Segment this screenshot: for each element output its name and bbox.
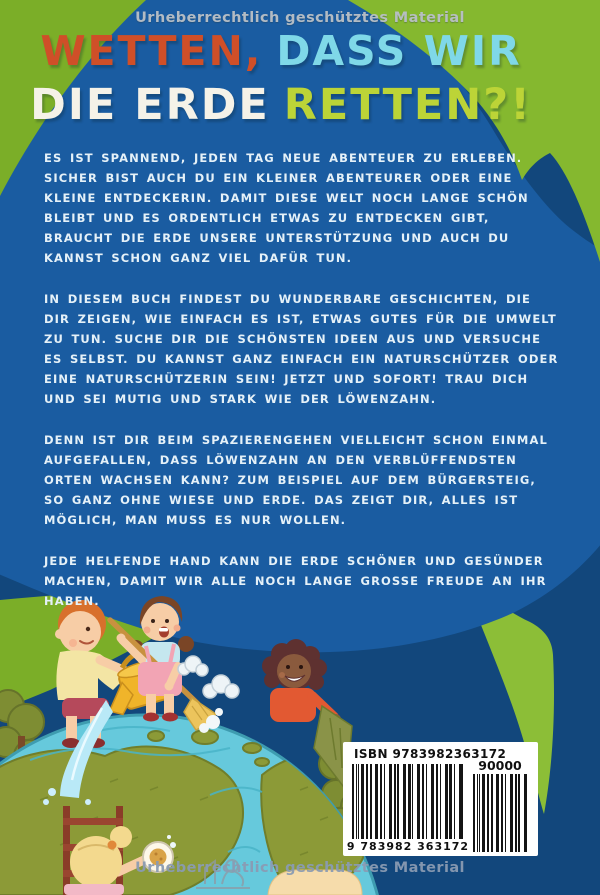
title-word-retten: RETTEN?! [283, 80, 532, 130]
title-line-1 [0, 27, 562, 75]
blurb-paragraph: JEDE HELFENDE HAND KANN DIE ERDE SCHÖNER UND GESÜNDER MACHEN, DAMIT WIR ALLE NOCH LANGE GROSSE FREUDE AN IHR HABEN. [44, 554, 547, 608]
price-code: 90000 [478, 758, 522, 773]
ean-barcode [352, 764, 464, 839]
isbn-label: ISBN 9783982363172 [354, 747, 507, 761]
blurb-paragraph: DENN IST DIR BEIM SPAZIERENGEHEN VIELLEICHT SCHON EINMAL AUFGEFALLEN, DASS LÖWENZAHN AN DEN VERBLÜFFENDSTEN ORTEN WACHSEN KANN? ZUM BEISPIEL AUF DEM BÜRGERSTEIG, SO GANZ OHNE WIESE UND ERDE. DAS ZEIGT DIR, ALLES IST MÖGLICH, MAN MUSS ES NUR WOLLEN. [44, 433, 548, 527]
ean-digits: 9 783982 363172 [346, 840, 470, 853]
price-barcode [473, 774, 528, 852]
blurb-paragraph: ES IST SPANNEND, JEDEN TAG NEUE ABENTEUER ZU ERLEBEN. SICHER BIST AUCH DU EIN KLEINER ABENTEURER ODER EINE KLEINE ENTDECKERIN. DAMIT DIESE WELT NOCH LANGE SCHÖN BLEIBT UND ES ORDENTLICH ETWAS ZU ENTDECKEN GIBT, BRAUCHT DIE ERDE UNSERE UNTERSTÜTZUNG UND AUCH DU KANNST SCHON GANZ VIEL DAFÜR TUN. [44, 151, 529, 265]
title-line-2 [0, 80, 562, 130]
title-word-die-erde: DIE ERDE [30, 80, 270, 130]
back-cover-blurb [44, 148, 560, 632]
title-word-dass-wir: DASS WIR [276, 27, 522, 75]
blurb-paragraph: IN DIESEM BUCH FINDEST DU WUNDERBARE GESCHICHTEN, DIE DIR ZEIGEN, WIE EINFACH ES IST, ETWAS GUTES FÜR DIE UMWELT ZU TUN. SUCHE DIR DIE SCHÖNSTEN IDEEN AUS UND VERSUCHE ES SELBST. DU KANNST GANZ EINFACH EIN NATURSCHÜTZER ODER EINE NATURSCHÜTZERIN SEIN! JETZT UND SOFORT! TRAU DICH UND SEI MUTIG UND STARK WIE DER LÖWENZAHN. [44, 292, 559, 406]
copyright-watermark-bottom: Urheberrechtlich geschütztes Material [135, 860, 465, 876]
barcode-panel [343, 742, 538, 856]
title-word-wetten: WETTEN, [40, 27, 263, 75]
copyright-watermark-top: Urheberrechtlich geschütztes Material [135, 10, 465, 26]
